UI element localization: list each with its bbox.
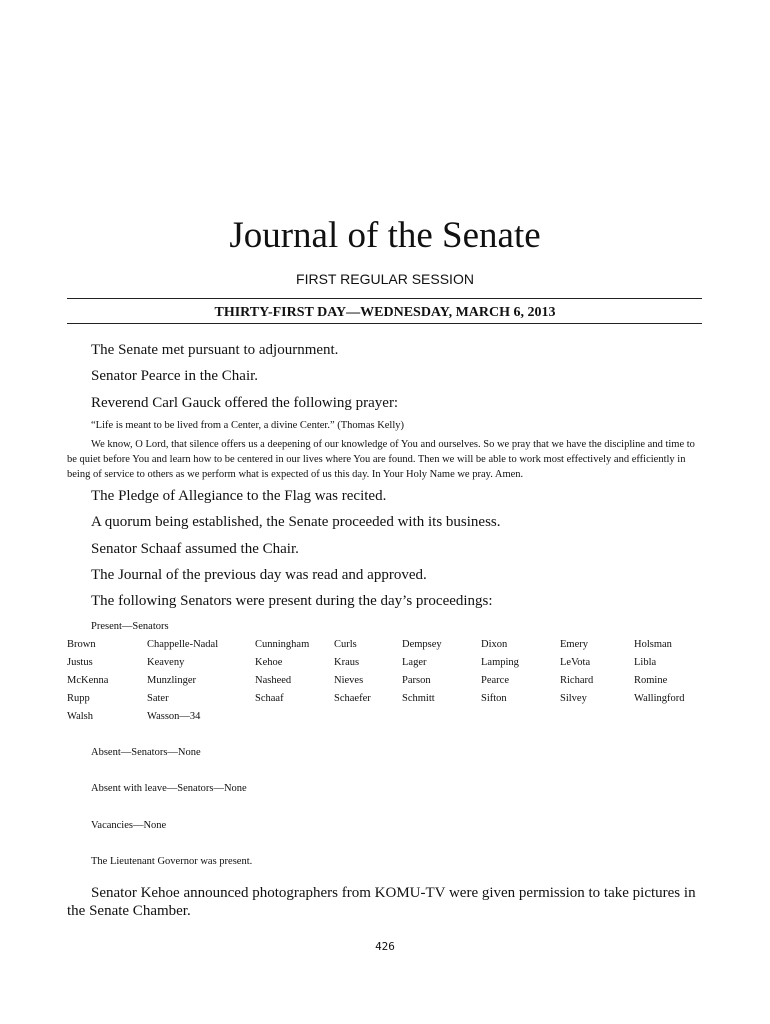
senator-name: Libla xyxy=(634,657,657,668)
senator-name: Schaaf xyxy=(255,693,284,704)
paragraph-quorum: A quorum being established, the Senate proceeded with its business. xyxy=(91,514,501,530)
senator-name: Kraus xyxy=(334,657,360,668)
lieutenant-governor-line: The Lieutenant Governor was present. xyxy=(91,856,253,867)
senator-name: Wallingford xyxy=(634,693,685,704)
roll-row xyxy=(67,638,707,656)
page-number: 426 xyxy=(375,940,395,953)
senator-name: Kehoe xyxy=(255,657,283,668)
session-heading: FIRST REGULAR SESSION xyxy=(296,271,474,287)
senator-name: Sifton xyxy=(481,693,507,704)
roll-row xyxy=(67,674,707,692)
senator-name: Nasheed xyxy=(255,675,292,686)
senator-name: Schaefer xyxy=(334,693,371,704)
senator-name: Munzlinger xyxy=(147,675,196,686)
page-title: Journal of the Senate xyxy=(229,215,541,256)
senator-name: Sater xyxy=(147,693,169,704)
senator-name: Walsh xyxy=(67,711,93,722)
paragraph-prayer-intro: Reverend Carl Gauck offered the following prayer: xyxy=(91,395,399,411)
senator-name: Justus xyxy=(67,657,93,668)
senator-name: Nieves xyxy=(334,675,364,686)
paragraph-senators-present: The following Senators were present during the day’s proceedings: xyxy=(91,593,493,609)
vacancies-line: Vacancies—None xyxy=(91,820,167,831)
bottom-rule xyxy=(67,323,702,324)
roll-row xyxy=(67,692,707,710)
senator-name: Cunningham xyxy=(255,639,310,650)
senator-name: Curls xyxy=(334,639,357,650)
senator-name: Parson xyxy=(402,675,431,686)
paragraph-assumed-chair: Senator Schaaf assumed the Chair. xyxy=(91,541,299,557)
senator-name: Lager xyxy=(402,657,427,668)
senator-name: Rupp xyxy=(67,693,90,704)
absent-line: Absent—Senators—None xyxy=(91,747,201,758)
senator-name: Dixon xyxy=(481,639,508,650)
paragraph-pledge: The Pledge of Allegiance to the Flag was recited. xyxy=(91,488,387,504)
senator-name: Brown xyxy=(67,639,96,650)
paragraph-journal-approved: The Journal of the previous day was read and approved. xyxy=(91,567,427,583)
prayer-quote: “Life is meant to be lived from a Center, a divine Center.” (Thomas Kelly) xyxy=(91,420,405,431)
absent-with-leave-line: Absent with leave—Senators—None xyxy=(91,783,247,794)
senator-name: Chappelle-Nadal xyxy=(147,639,219,650)
senator-name: Holsman xyxy=(634,639,672,650)
senator-name: Dempsey xyxy=(402,639,442,650)
prayer-text: We know, O Lord, that silence offers us a deepening of our knowledge of You and ourselves. So we pray that we have the discipline and time to be quiet before You and learn how to be centered in our lives where You are found. Then we will be able to work most effectively and efficiently in being of service to others as we perform what is expected of us this day. In Your Holy Name we pray. Amen. xyxy=(67,439,695,480)
paragraph-announcement: Senator Kehoe announced photographers from KOMU-TV were given permission to take pictures in the Senate Chamber. xyxy=(67,885,696,919)
paragraph-chair: Senator Pearce in the Chair. xyxy=(91,368,259,384)
senator-name: Pearce xyxy=(481,675,509,686)
day-heading: THIRTY-FIRST DAY—WEDNESDAY, MARCH 6, 2013 xyxy=(214,305,556,320)
senator-name: Lamping xyxy=(481,657,519,668)
senator-name: LeVota xyxy=(560,657,591,668)
paragraph-adjournment: The Senate met pursuant to adjournment. xyxy=(91,342,339,358)
senator-name: Silvey xyxy=(560,693,587,704)
top-rule xyxy=(67,298,702,299)
roll-row xyxy=(67,710,707,728)
senator-name: McKenna xyxy=(67,675,109,686)
senator-name: Romine xyxy=(634,675,668,686)
senator-name: Schmitt xyxy=(402,693,435,704)
senator-name: Wasson—34 xyxy=(147,711,201,722)
senator-name: Richard xyxy=(560,675,594,686)
senator-name: Keaveny xyxy=(147,657,185,668)
senator-name: Emery xyxy=(560,639,588,650)
roll-row xyxy=(67,656,707,674)
present-label: Present—Senators xyxy=(91,621,169,632)
